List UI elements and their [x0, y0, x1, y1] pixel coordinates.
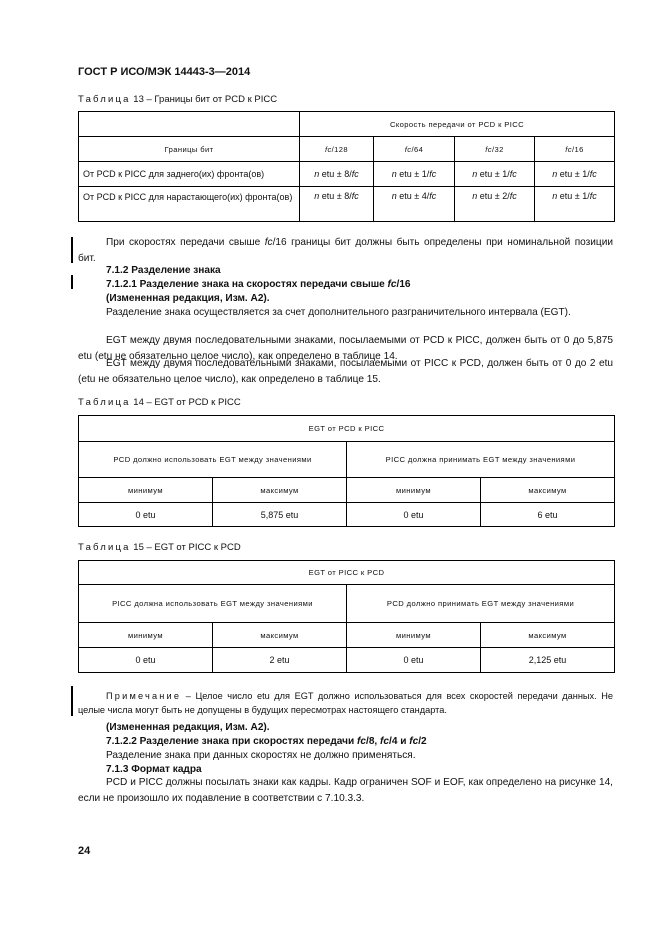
table13-row-label: От PCD к PICC для нарастающего(их) фронта(ов) [79, 187, 300, 222]
table14 [78, 415, 615, 527]
paragraph-frame-format: PCD и PICC должны посылать знаки как кадры. Кадр ограничен SOF и EOF, как определено на рисунке 14, если не произошло их подавление в соответствии с 7.10.3.3. [78, 777, 613, 804]
table-caption-text: 13 – Границы бит от PCD к PICC [130, 94, 278, 105]
table13-cell: n etu ± 1/fc [535, 162, 615, 187]
table15-col-label: максимум [213, 623, 347, 648]
heading-7-1-2: 7.1.2 Разделение знака [106, 265, 221, 276]
table13-corner-cell [79, 112, 300, 137]
table13-row-header: Границы бит [79, 137, 300, 162]
amendment-note: (Измененная редакция, Изм. A2). [106, 293, 270, 304]
table13-cell: n etu ± 8/fc [300, 162, 374, 187]
table14-value: 0 etu [79, 503, 213, 527]
table13-cell: n etu ± 1/fc [455, 162, 535, 187]
paragraph-egt-picc-pcd: EGT между двумя последовательными знаками, посылаемыми от PICC к PCD, должен быть от 0 до 2 etu (etu не обязательно целое число), как определено в таблице 15. [78, 358, 613, 385]
table15-col-label: минимум [79, 623, 213, 648]
table14-col-label: минимум [79, 478, 213, 503]
heading-7-1-2-1: 7.1.2.1 Разделение знака на скоростях передачи свыше fc/16 [106, 279, 411, 290]
table13-cell: n etu ± 2/fc [455, 187, 535, 222]
table14-value: 0 etu [347, 503, 481, 527]
change-bar [71, 275, 73, 289]
amendment-note: (Измененная редакция, Изм. A2). [106, 722, 270, 733]
table13-rate-header: fc/128 [300, 137, 374, 162]
table13-rate-header: fc/32 [455, 137, 535, 162]
note [78, 689, 613, 717]
table13-rate-header: fc/16 [535, 137, 615, 162]
table13-cell: n etu ± 1/fc [374, 162, 455, 187]
note-text: – Целое число etu для EGT должно использоваться для всех скоростей передачи данных. Не целые числа могут быть не допущены в будущих пересмотрах настоящего стандарта. [78, 691, 613, 715]
paragraph-egt-definition: Разделение знака осуществляется за счет дополнительного разграничительного интервала (EGT). [106, 307, 571, 318]
table15-right-group: PCD должно принимать EGT между значениями [347, 585, 615, 623]
table14-value: 6 etu [481, 503, 615, 527]
table13-cell: n etu ± 1/fc [535, 187, 615, 222]
document-header: ГОСТ Р ИСО/МЭК 14443-3—2014 [78, 66, 251, 78]
table13-group-header: Скорость передачи от PCD к PICC [300, 112, 615, 137]
table13-caption [78, 94, 277, 105]
table15-col-label: максимум [481, 623, 615, 648]
page-number: 24 [78, 845, 91, 857]
table-caption-word: Таблица [78, 94, 131, 105]
table13 [78, 111, 615, 222]
table15-value: 0 etu [79, 648, 213, 673]
table15-left-group: PICC должна использовать EGT между значениями [79, 585, 347, 623]
paragraph-bit-boundaries: При скоростях передачи свыше fc/16 границы бит должны быть определены при номинальной позиции бит. [78, 237, 613, 264]
heading-7-1-3: 7.1.3 Формат кадра [106, 764, 202, 775]
change-bar [71, 686, 73, 716]
paragraph-no-separation: Разделение знака при данных скоростях не должно применяться. [106, 750, 416, 761]
table13-cell: n etu ± 4/fc [374, 187, 455, 222]
table14-value: 5,875 etu [213, 503, 347, 527]
table14-right-group: PICC должна принимать EGT между значениями [347, 442, 615, 478]
heading-7-1-2-2: 7.1.2.2 Разделение знака при скоростях передачи fc/8, fc/4 и fc/2 [106, 736, 427, 747]
table14-left-group: PCD должно использовать EGT между значениями [79, 442, 347, 478]
table13-rate-header: fc/64 [374, 137, 455, 162]
table15-value: 2 etu [213, 648, 347, 673]
table14-col-label: минимум [347, 478, 481, 503]
table15-title: EGT от PICC к PCD [79, 561, 615, 585]
table15-caption: Таблица 15 – EGT от PICC к PCD [78, 542, 241, 553]
note-label: Примечание [106, 691, 182, 701]
table14-col-label: максимум [481, 478, 615, 503]
table15-value: 0 etu [347, 648, 481, 673]
table13-cell: n etu ± 8/fc [300, 187, 374, 222]
table14-col-label: максимум [213, 478, 347, 503]
paragraph-egt-pcd-picc: EGT между двумя последовательными знаками, посылаемыми от PCD к PICC, должен быть от 0 до 5,875 etu (etu не обязательно целое число), как определено в таблице 14. [78, 335, 613, 362]
table15 [78, 560, 615, 673]
table14-caption: Таблица 14 – EGT от PCD к PICC [78, 397, 241, 408]
table14-title: EGT от PCD к PICC [79, 416, 615, 442]
table15-col-label: минимум [347, 623, 481, 648]
table15-value: 2,125 etu [481, 648, 615, 673]
change-bar [71, 237, 73, 263]
table13-row-label: От PCD к PICC для заднего(их) фронта(ов) [79, 162, 300, 187]
